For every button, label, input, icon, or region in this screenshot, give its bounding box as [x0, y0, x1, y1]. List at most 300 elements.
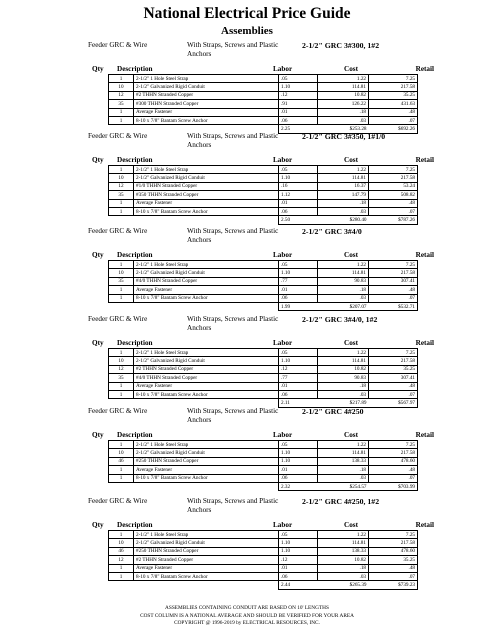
column-header-retail: Retail [415, 251, 434, 259]
cell-desc: 2-1/2" 1 Hole Steel Strap [134, 441, 279, 449]
cell-labor: .06 [279, 390, 318, 398]
table-row [109, 207, 418, 215]
total-row [109, 482, 418, 490]
cell-desc: #250 THHN Stranded Copper [134, 457, 279, 465]
cell-retail: .07 [369, 207, 418, 215]
cell-qty: 1 [109, 286, 134, 294]
cell-retail: 307.41 [369, 374, 418, 382]
table-row [109, 100, 418, 108]
table-row [109, 83, 418, 91]
column-headers [0, 65, 494, 74]
cell-cost: 114.81 [318, 174, 369, 182]
cell-labor: .05 [279, 441, 318, 449]
column-header-labor: Labor [273, 339, 293, 347]
cell-retail: 53.24 [369, 182, 418, 190]
cell-qty: 1 [109, 441, 134, 449]
total-cost: $253.28 [318, 125, 369, 133]
column-header-cost: Cost [344, 431, 358, 439]
cell-cost: 10.82 [318, 365, 369, 373]
cell-desc: Average Fastener [134, 199, 279, 207]
cell-labor: 1.10 [279, 83, 318, 91]
cell-retail: 217.58 [369, 357, 418, 365]
column-headers [0, 251, 494, 260]
cell-retail: .07 [369, 572, 418, 580]
cell-retail: 307.41 [369, 277, 418, 285]
cell-cost: .18 [318, 466, 369, 474]
cell-labor: .05 [279, 166, 318, 174]
cell-labor: .16 [279, 182, 318, 190]
section-category: Feeder GRC & Wire [88, 497, 148, 505]
table-row [109, 531, 418, 539]
cell-retail: 217.58 [369, 449, 418, 457]
cell-cost: 1.22 [318, 261, 369, 269]
section-header [0, 497, 494, 521]
column-header-cost: Cost [344, 251, 358, 259]
cell-qty: 1 [109, 116, 134, 124]
section-detail: With Straps, Screws and Plastic Anchors [187, 132, 279, 149]
table-row [109, 564, 418, 572]
table-row [109, 539, 418, 547]
section-category: Feeder GRC & Wire [88, 132, 148, 140]
cell-qty: 35 [109, 374, 134, 382]
total-row [109, 581, 418, 589]
cell-labor: .01 [279, 382, 318, 390]
column-headers [0, 339, 494, 348]
table-row [109, 174, 418, 182]
column-header-retail: Retail [415, 521, 434, 529]
items-table [108, 348, 418, 408]
assembly-name: 2-1/2" GRC 3#4/0, 1#2 [302, 315, 378, 324]
cell-labor: 1.10 [279, 449, 318, 457]
table-row [109, 466, 418, 474]
total-cost: $280.40 [318, 216, 369, 224]
cell-labor: .01 [279, 466, 318, 474]
cell-desc: 8-10 x 7/8" Bantam Screw Anchor [134, 116, 279, 124]
cell-desc: #2 THHN Stranded Copper [134, 365, 279, 373]
cell-desc: 2-1/2" Galvanized Rigid Conduit [134, 449, 279, 457]
total-row [109, 399, 418, 407]
cell-qty: 1 [109, 166, 134, 174]
cell-qty: 10 [109, 357, 134, 365]
cell-labor: .01 [279, 108, 318, 116]
cell-retail: .48 [369, 286, 418, 294]
section-category: Feeder GRC & Wire [88, 41, 148, 49]
cell-retail: 217.58 [369, 83, 418, 91]
column-header-description: Description [117, 339, 153, 347]
cell-labor: .05 [279, 531, 318, 539]
total-labor: 2.50 [279, 216, 318, 224]
cell-desc: Average Fastener [134, 466, 279, 474]
total-retail: $692.26 [369, 125, 418, 133]
cell-desc: 8-10 x 7/8" Bantam Screw Anchor [134, 474, 279, 482]
items-table [108, 440, 418, 491]
cell-labor: 1.10 [279, 269, 318, 277]
column-header-qty: Qty [92, 251, 104, 259]
cell-cost: 126.22 [318, 100, 369, 108]
column-header-retail: Retail [415, 339, 434, 347]
table-row [109, 474, 418, 482]
section-category: Feeder GRC & Wire [88, 407, 148, 415]
items-table [108, 165, 418, 225]
cell-labor: .05 [279, 261, 318, 269]
cell-retail: 7.25 [369, 166, 418, 174]
cell-cost: 1.22 [318, 531, 369, 539]
cell-cost: 114.81 [318, 269, 369, 277]
cell-retail: 478.60 [369, 547, 418, 555]
cell-desc: Average Fastener [134, 564, 279, 572]
cell-labor: .12 [279, 91, 318, 99]
cell-desc: #2 THHN Stranded Copper [134, 91, 279, 99]
cell-labor: .91 [279, 100, 318, 108]
cell-desc: Average Fastener [134, 286, 279, 294]
cell-labor: .77 [279, 374, 318, 382]
cell-desc: #2 THHN Stranded Copper [134, 556, 279, 564]
table-row [109, 261, 418, 269]
cell-qty: 1 [109, 474, 134, 482]
column-header-retail: Retail [415, 65, 434, 73]
cell-cost: .03 [318, 116, 369, 124]
column-header-description: Description [117, 431, 153, 439]
footer-note-lengths: ASSEMBLIES CONTAINING CONDUIT ARE BASED ON 10' LENGTHS [165, 605, 329, 611]
assembly-name: 2-1/2" GRC 4#250 [302, 407, 364, 416]
table-row [109, 365, 418, 373]
section-header [0, 41, 494, 65]
column-header-description: Description [117, 65, 153, 73]
cell-cost: 16.37 [318, 182, 369, 190]
table-row [109, 277, 418, 285]
items-table [108, 260, 418, 311]
cell-retail: 7.25 [369, 531, 418, 539]
cell-retail: 7.25 [369, 75, 418, 83]
section-header [0, 315, 494, 339]
cell-retail: 217.58 [369, 539, 418, 547]
section-detail: With Straps, Screws and Plastic Anchors [187, 497, 279, 514]
column-header-retail: Retail [415, 431, 434, 439]
cell-qty: 1 [109, 564, 134, 572]
cell-qty: 35 [109, 100, 134, 108]
cell-retail: .48 [369, 108, 418, 116]
cell-qty: 35 [109, 191, 134, 199]
cell-retail: .48 [369, 199, 418, 207]
cell-qty: 10 [109, 174, 134, 182]
cell-desc: Average Fastener [134, 382, 279, 390]
table-row [109, 572, 418, 580]
cell-cost: .18 [318, 286, 369, 294]
total-labor: 1.99 [279, 302, 318, 310]
cell-labor: .06 [279, 572, 318, 580]
cell-labor: .01 [279, 564, 318, 572]
cell-labor: 1.10 [279, 457, 318, 465]
cell-retail: .07 [369, 116, 418, 124]
cell-cost: 1.22 [318, 75, 369, 83]
cell-retail: .48 [369, 564, 418, 572]
column-headers [0, 431, 494, 440]
cell-qty: 10 [109, 539, 134, 547]
column-header-labor: Labor [273, 251, 293, 259]
assembly-name: 2-1/2" GRC 3#4/0 [302, 227, 362, 236]
cell-desc: 2-1/2" 1 Hole Steel Strap [134, 349, 279, 357]
table-row [109, 286, 418, 294]
column-header-description: Description [117, 156, 153, 164]
cell-desc: #250 THHN Stranded Copper [134, 547, 279, 555]
cell-cost: .03 [318, 390, 369, 398]
table-row [109, 382, 418, 390]
cell-desc: 2-1/2" Galvanized Rigid Conduit [134, 269, 279, 277]
section-category: Feeder GRC & Wire [88, 315, 148, 323]
items-table [108, 74, 418, 134]
column-header-labor: Labor [273, 156, 293, 164]
footer-copyright: COPYRIGHT @ 1996-2019 by ELECTRICAL RESOURCES, INC. [174, 620, 320, 626]
cell-cost: .03 [318, 207, 369, 215]
cell-labor: .01 [279, 199, 318, 207]
cell-desc: 8-10 x 7/8" Bantam Screw Anchor [134, 572, 279, 580]
cell-retail: .48 [369, 382, 418, 390]
table-row [109, 294, 418, 302]
table-row [109, 357, 418, 365]
cell-retail: 7.25 [369, 349, 418, 357]
cell-retail: 431.63 [369, 100, 418, 108]
cell-retail: 35.25 [369, 365, 418, 373]
cell-cost: 114.81 [318, 539, 369, 547]
cell-labor: .06 [279, 294, 318, 302]
cell-labor: 1.10 [279, 539, 318, 547]
total-labor: 2.25 [279, 125, 318, 133]
section-detail: With Straps, Screws and Plastic Anchors [187, 407, 279, 424]
column-header-description: Description [117, 251, 153, 259]
cell-qty: 1 [109, 261, 134, 269]
cell-desc: 2-1/2" Galvanized Rigid Conduit [134, 539, 279, 547]
cell-desc: 8-10 x 7/8" Bantam Screw Anchor [134, 390, 279, 398]
table-row [109, 349, 418, 357]
cell-cost: 147.79 [318, 191, 369, 199]
footer-note-cost: COST COLUMN IS A NATIONAL AVERAGE AND SHOULD BE VERIFIED FOR YOUR AREA [140, 612, 354, 619]
total-labor: 2.44 [279, 581, 318, 589]
cell-desc: #350 THHN Stranded Copper [134, 191, 279, 199]
items-table [108, 530, 418, 590]
cell-retail: .07 [369, 294, 418, 302]
cell-desc: 2-1/2" 1 Hole Steel Strap [134, 166, 279, 174]
cell-qty: 35 [109, 277, 134, 285]
total-spacer [109, 399, 134, 407]
assembly-section [0, 315, 494, 408]
section-header [0, 227, 494, 251]
total-cost: $207.07 [318, 302, 369, 310]
cell-retail: 7.25 [369, 441, 418, 449]
cell-retail: 217.58 [369, 269, 418, 277]
column-header-qty: Qty [92, 156, 104, 164]
column-header-qty: Qty [92, 521, 104, 529]
table-row [109, 547, 418, 555]
table-row [109, 269, 418, 277]
total-labor: 2.32 [279, 482, 318, 490]
cell-labor: 1.10 [279, 547, 318, 555]
cell-qty: 1 [109, 466, 134, 474]
cell-desc: 2-1/2" 1 Hole Steel Strap [134, 531, 279, 539]
assembly-section [0, 497, 494, 590]
total-labor: 2.11 [279, 399, 318, 407]
cell-qty: 12 [109, 91, 134, 99]
section-category: Feeder GRC & Wire [88, 227, 148, 235]
cell-qty: 1 [109, 199, 134, 207]
cell-qty: 1 [109, 75, 134, 83]
page-subtitle: Assemblies [221, 25, 273, 37]
cell-cost: 114.81 [318, 449, 369, 457]
cell-cost: .03 [318, 294, 369, 302]
cell-cost: .03 [318, 572, 369, 580]
total-spacer [134, 482, 279, 490]
table-row [109, 116, 418, 124]
table-row [109, 199, 418, 207]
assembly-name: 2-1/2" GRC 4#250, 1#2 [302, 497, 380, 506]
assembly-name: 2-1/2" GRC 3#300, 1#2 [302, 41, 380, 50]
cell-qty: 10 [109, 83, 134, 91]
total-cost: $254.57 [318, 482, 369, 490]
table-row [109, 166, 418, 174]
column-header-cost: Cost [344, 65, 358, 73]
total-spacer [109, 482, 134, 490]
assembly-name: 2-1/2" GRC 3#350, 1#1/0 [302, 132, 386, 141]
total-retail: $703.99 [369, 482, 418, 490]
total-cost: $217.89 [318, 399, 369, 407]
cell-desc: 2-1/2" Galvanized Rigid Conduit [134, 174, 279, 182]
cell-cost: 90.83 [318, 277, 369, 285]
cell-labor: .06 [279, 207, 318, 215]
column-header-labor: Labor [273, 521, 293, 529]
assembly-section [0, 407, 494, 491]
table-row [109, 182, 418, 190]
cell-labor: .06 [279, 474, 318, 482]
cell-labor: 1.12 [279, 191, 318, 199]
cell-labor: .06 [279, 116, 318, 124]
cell-retail: 35.25 [369, 91, 418, 99]
cell-retail: 7.25 [369, 261, 418, 269]
cell-cost: 138.33 [318, 547, 369, 555]
cell-qty: 10 [109, 449, 134, 457]
column-headers [0, 156, 494, 165]
cell-qty: 1 [109, 572, 134, 580]
cell-labor: .12 [279, 365, 318, 373]
cell-desc: 2-1/2" 1 Hole Steel Strap [134, 75, 279, 83]
cell-retail: .48 [369, 466, 418, 474]
cell-cost: .18 [318, 199, 369, 207]
table-row [109, 449, 418, 457]
total-spacer [109, 216, 134, 224]
cell-cost: 1.22 [318, 441, 369, 449]
cell-qty: 46 [109, 457, 134, 465]
cell-cost: 114.81 [318, 83, 369, 91]
page-footer [0, 605, 494, 628]
cell-qty: 12 [109, 556, 134, 564]
table-row [109, 457, 418, 465]
total-spacer [109, 302, 134, 310]
cell-desc: 2-1/2" Galvanized Rigid Conduit [134, 83, 279, 91]
cell-cost: 10.82 [318, 556, 369, 564]
cell-cost: .18 [318, 108, 369, 116]
cell-labor: .01 [279, 286, 318, 294]
table-row [109, 556, 418, 564]
total-retail: $567.97 [369, 399, 418, 407]
table-row [109, 390, 418, 398]
cell-qty: 1 [109, 108, 134, 116]
total-row [109, 302, 418, 310]
cell-cost: 90.83 [318, 374, 369, 382]
table-row [109, 75, 418, 83]
cell-qty: 10 [109, 269, 134, 277]
cell-cost: 10.82 [318, 91, 369, 99]
cell-retail: 217.58 [369, 174, 418, 182]
total-retail: $532.71 [369, 302, 418, 310]
table-row [109, 374, 418, 382]
cell-labor: 1.10 [279, 357, 318, 365]
column-header-cost: Cost [344, 521, 358, 529]
cell-cost: 138.33 [318, 457, 369, 465]
assembly-section [0, 41, 494, 134]
total-cost: $265.39 [318, 581, 369, 589]
table-row [109, 191, 418, 199]
cell-labor: 1.10 [279, 174, 318, 182]
total-spacer [134, 216, 279, 224]
cell-desc: #1/0 THHN Stranded Copper [134, 182, 279, 190]
cell-desc: 8-10 x 7/8" Bantam Screw Anchor [134, 294, 279, 302]
cell-desc: 8-10 x 7/8" Bantam Screw Anchor [134, 207, 279, 215]
cell-cost: .18 [318, 564, 369, 572]
column-header-labor: Labor [273, 65, 293, 73]
cell-retail: 478.60 [369, 457, 418, 465]
column-header-cost: Cost [344, 156, 358, 164]
cell-qty: 1 [109, 207, 134, 215]
cell-cost: 1.22 [318, 349, 369, 357]
total-spacer [134, 581, 279, 589]
cell-labor: .05 [279, 75, 318, 83]
table-row [109, 441, 418, 449]
column-header-cost: Cost [344, 339, 358, 347]
table-row [109, 108, 418, 116]
table-row [109, 91, 418, 99]
cell-cost: .18 [318, 382, 369, 390]
column-header-retail: Retail [415, 156, 434, 164]
cell-retail: 35.25 [369, 556, 418, 564]
section-header [0, 132, 494, 156]
cell-desc: #4/0 THHN Stranded Copper [134, 277, 279, 285]
cell-desc: 2-1/2" Galvanized Rigid Conduit [134, 357, 279, 365]
cell-retail: 508.82 [369, 191, 418, 199]
column-headers [0, 521, 494, 530]
cell-qty: 1 [109, 382, 134, 390]
cell-qty: 1 [109, 294, 134, 302]
cell-qty: 1 [109, 531, 134, 539]
column-header-qty: Qty [92, 339, 104, 347]
cell-qty: 1 [109, 390, 134, 398]
cell-cost: .03 [318, 474, 369, 482]
cell-retail: .07 [369, 390, 418, 398]
total-row [109, 216, 418, 224]
cell-cost: 114.81 [318, 357, 369, 365]
section-header [0, 407, 494, 431]
section-detail: With Straps, Screws and Plastic Anchors [187, 227, 279, 244]
column-header-labor: Labor [273, 431, 293, 439]
cell-labor: .77 [279, 277, 318, 285]
cell-desc: #4/0 THHN Stranded Copper [134, 374, 279, 382]
cell-desc: 2-1/2" 1 Hole Steel Strap [134, 261, 279, 269]
total-spacer [134, 302, 279, 310]
assembly-section [0, 227, 494, 311]
section-detail: With Straps, Screws and Plastic Anchors [187, 41, 279, 58]
total-spacer [109, 581, 134, 589]
cell-cost: 1.22 [318, 166, 369, 174]
column-header-qty: Qty [92, 431, 104, 439]
total-retail: $787.26 [369, 216, 418, 224]
cell-labor: .12 [279, 556, 318, 564]
